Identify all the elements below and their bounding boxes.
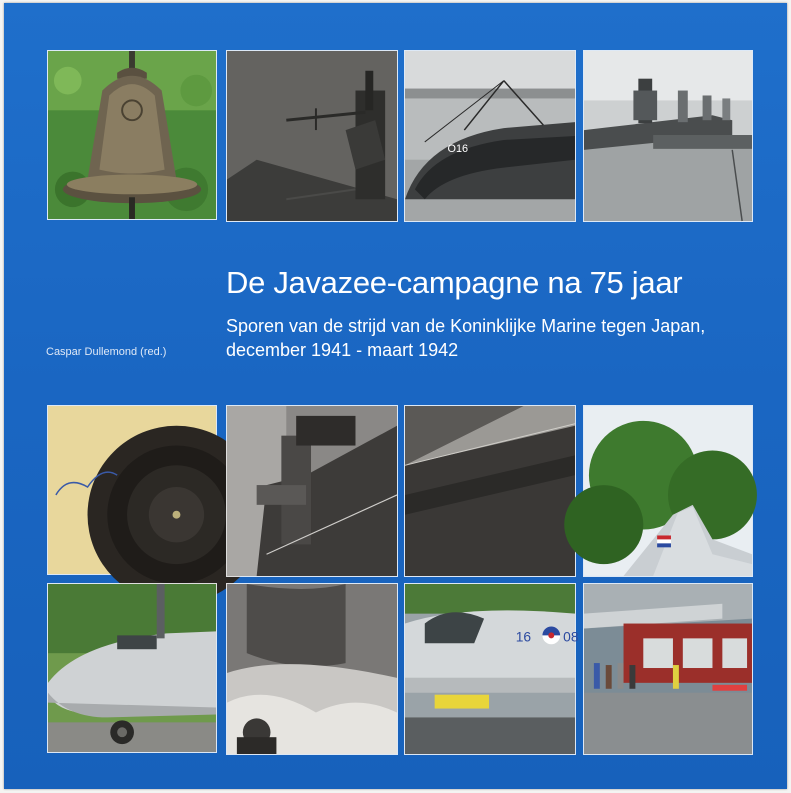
aircraft-number-right: 08	[563, 628, 579, 645]
photo-hangar-crowd	[583, 583, 753, 755]
cruiser-hull-photo-image	[405, 406, 575, 576]
photo-submarine-o16	[404, 50, 576, 222]
book-subtitle	[226, 314, 705, 362]
photo-record-disc	[47, 405, 217, 575]
bell-photo-image	[48, 51, 216, 219]
book-title: De Javazee-campagne na 75 jaar	[226, 265, 683, 300]
hangar-crowd-photo-image	[584, 584, 752, 754]
photo-bell	[47, 50, 217, 220]
photo-submarines-harbor	[583, 50, 753, 222]
aircraft-tail-photo-image	[584, 406, 752, 576]
submarine-o16-photo-image	[405, 51, 575, 221]
photo-aircraft-tail	[583, 405, 753, 577]
photo-cruiser-bridge	[226, 405, 398, 577]
subtitle-line-2: december 1941 - maart 1942	[226, 340, 459, 360]
seaplane-nose-photo-image	[48, 584, 216, 752]
photo-cruiser-hull	[404, 405, 576, 577]
cruiser-bridge-photo-image	[227, 406, 397, 576]
splash-photo-image	[227, 584, 397, 754]
seaplane-airfield-photo-image	[405, 584, 579, 754]
book-cover	[4, 3, 787, 789]
record-photo-image	[48, 406, 216, 574]
harbor-photo-image	[584, 51, 752, 221]
hull-number: O16	[447, 142, 469, 155]
book-author: Caspar Dullemond (red.)	[46, 346, 167, 358]
aircraft-number-left: 16	[515, 628, 532, 645]
photo-periscope	[226, 50, 398, 222]
photo-seaplane-airfield	[404, 583, 579, 755]
periscope-photo-image	[227, 51, 397, 221]
photo-splash	[226, 583, 398, 755]
photo-seaplane-nose	[47, 583, 217, 753]
subtitle-line-1: Sporen van de strijd van de Koninklijke Marine tegen Japan,	[226, 316, 706, 336]
